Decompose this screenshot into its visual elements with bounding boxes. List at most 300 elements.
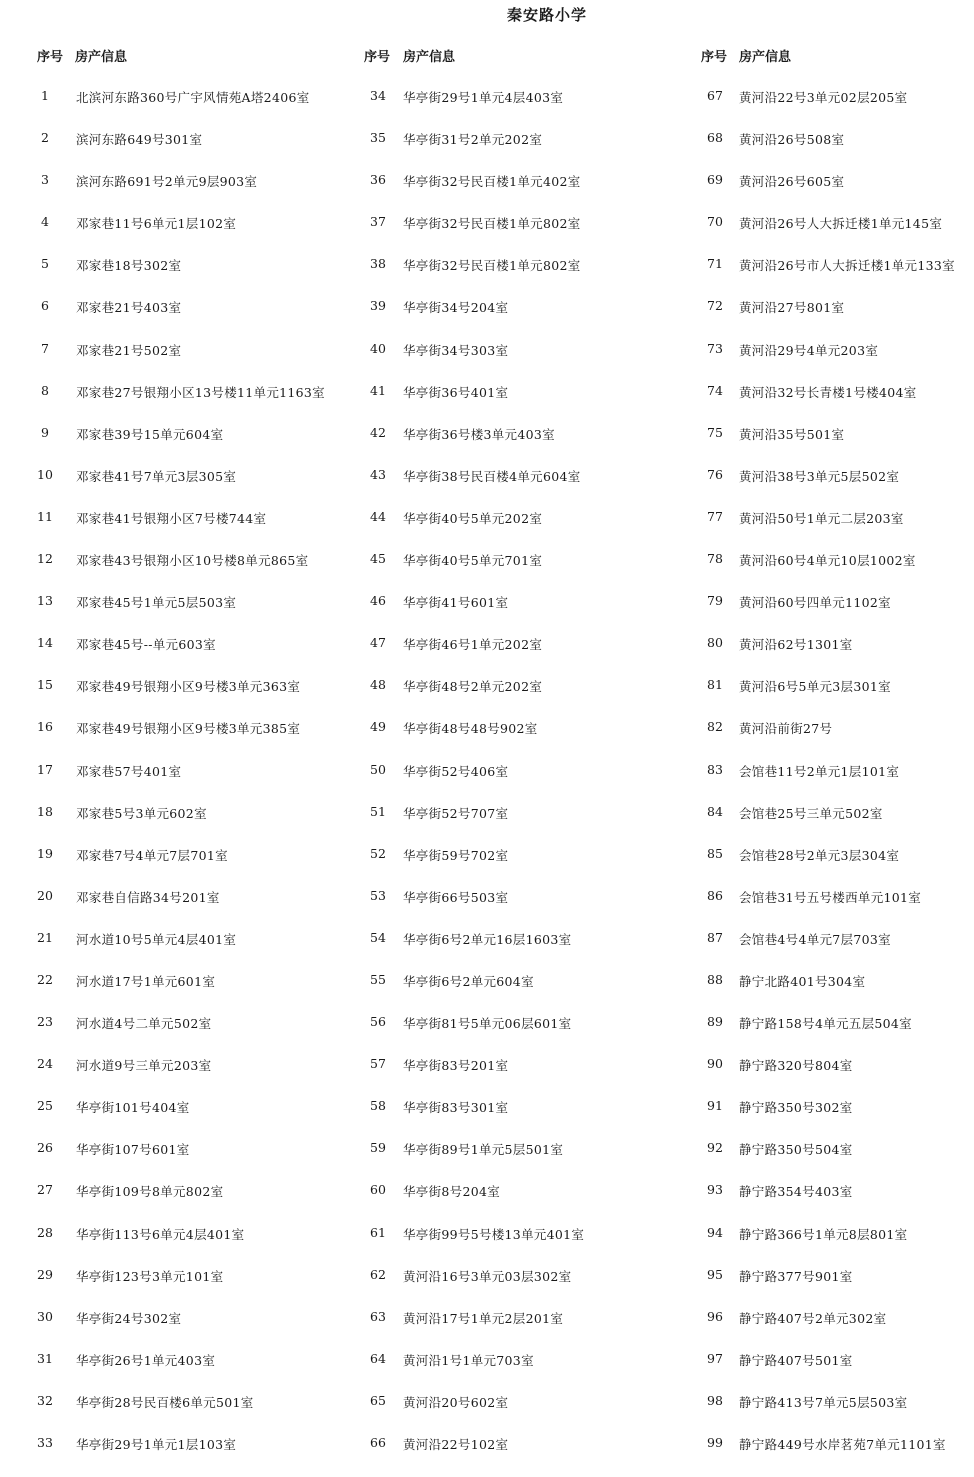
- header-serial-number: 序号: [364, 50, 391, 65]
- property-address: 会馆巷31号五号楼西单元101室: [739, 889, 922, 905]
- list-item: [0, 719, 350, 761]
- list-item: [345, 1351, 675, 1393]
- property-address: 邓家巷43号银翔小区10号楼8单元865室: [76, 553, 309, 569]
- list-item: [345, 1014, 675, 1056]
- list-item: [0, 551, 350, 593]
- list-item: [0, 930, 350, 972]
- list-item: [345, 1225, 675, 1267]
- property-address: 会馆巷4号4单元7层703室: [739, 931, 891, 947]
- list-item: [683, 1056, 974, 1098]
- serial-number: 83: [707, 761, 723, 777]
- serial-number: 98: [707, 1392, 723, 1408]
- serial-number: 52: [370, 845, 386, 861]
- property-address: 静宁路366号1单元8层801室: [739, 1226, 908, 1242]
- property-address: 邓家巷57号401室: [76, 763, 182, 779]
- property-address: 邓家巷5号3单元602室: [76, 805, 207, 821]
- property-address: 华亭街32号民百楼1单元802室: [403, 216, 581, 232]
- list-item: [683, 1393, 974, 1435]
- property-address: 黄河沿29号4单元203室: [739, 342, 879, 358]
- serial-number: 73: [707, 340, 723, 356]
- serial-number: 56: [370, 1014, 386, 1030]
- serial-number: 41: [370, 382, 386, 398]
- serial-number: 37: [370, 214, 386, 230]
- property-address: 邓家巷41号7单元3层305室: [76, 468, 237, 484]
- list-item: [345, 762, 675, 804]
- property-address: 静宁路320号804室: [739, 1058, 853, 1074]
- serial-number: 23: [37, 1014, 53, 1030]
- property-address: 黄河沿22号3单元02层205室: [739, 90, 908, 105]
- list-item: [345, 425, 675, 467]
- serial-number: 74: [707, 382, 723, 398]
- property-address: 黄河沿35号501室: [739, 426, 845, 442]
- property-address: 黄河沿1号1单元703室: [403, 1352, 534, 1368]
- list-item: [683, 1309, 974, 1351]
- property-address: 滨河东路691号2单元9层903室: [76, 174, 258, 190]
- serial-number: 18: [37, 803, 53, 819]
- property-address: 静宁路413号7单元5层503室: [739, 1394, 908, 1410]
- property-address: 华亭街31号2单元202室: [403, 132, 543, 148]
- serial-number: 90: [707, 1056, 723, 1072]
- list-item: [345, 1393, 675, 1435]
- serial-number: 12: [37, 551, 53, 567]
- list-item: [683, 509, 974, 551]
- property-address: 黄河沿26号市人大拆迁楼1单元133室: [739, 258, 955, 274]
- property-address: 黄河沿26号人大拆迁楼1单元145室: [739, 216, 943, 232]
- property-address: 华亭街66号503室: [403, 889, 509, 905]
- property-address: 华亭街101号404室: [76, 1100, 190, 1116]
- serial-number: 39: [370, 298, 386, 314]
- list-item: [345, 214, 675, 256]
- property-address: 华亭街26号1单元403室: [76, 1352, 216, 1368]
- serial-number: 24: [37, 1056, 53, 1072]
- serial-number: 95: [707, 1266, 723, 1282]
- serial-number: 76: [707, 466, 723, 482]
- property-address: 华亭街29号1单元1层103室: [76, 1437, 237, 1452]
- serial-number: 11: [37, 508, 53, 524]
- list-item: [683, 972, 974, 1014]
- list-item: [345, 719, 675, 761]
- list-item: [345, 593, 675, 635]
- list-item: [683, 1014, 974, 1056]
- list-item: [683, 341, 974, 383]
- list-item: [0, 256, 350, 298]
- property-address: 华亭街41号601室: [403, 595, 509, 611]
- serial-number: 86: [707, 887, 723, 903]
- property-address: 静宁路350号302室: [739, 1100, 853, 1116]
- serial-number: 42: [370, 424, 386, 440]
- list-item: [0, 467, 350, 509]
- property-address: 黄河沿50号1单元二层203室: [739, 510, 904, 526]
- property-address: 黄河沿32号长青楼1号楼404室: [739, 384, 917, 400]
- serial-number: 25: [37, 1098, 53, 1114]
- property-address: 华亭街52号707室: [403, 805, 509, 821]
- property-address: 邓家巷18号302室: [76, 258, 182, 274]
- property-address: 邓家巷49号银翔小区9号楼3单元363室: [76, 679, 301, 695]
- serial-number: 27: [37, 1182, 53, 1198]
- serial-number: 3: [41, 172, 49, 188]
- serial-number: 46: [370, 593, 386, 609]
- list-item: [345, 888, 675, 930]
- list-item: [683, 1435, 974, 1477]
- property-address: 华亭街46号1单元202室: [403, 637, 543, 653]
- serial-number: 58: [370, 1098, 386, 1114]
- serial-number: 65: [370, 1392, 386, 1408]
- serial-number: 72: [707, 298, 723, 314]
- list-item: [683, 762, 974, 804]
- list-item: [0, 1098, 350, 1140]
- serial-number: 31: [37, 1350, 53, 1366]
- list-item: [0, 383, 350, 425]
- list-item: [683, 214, 974, 256]
- property-address: 华亭街32号民百楼1单元402室: [403, 174, 581, 190]
- property-address: 黄河沿16号3单元03层302室: [403, 1268, 572, 1284]
- list-item: [345, 88, 675, 130]
- list-item: [345, 172, 675, 214]
- serial-number: 87: [707, 929, 723, 945]
- property-address: 黄河沿20号602室: [403, 1394, 509, 1410]
- serial-number: 70: [707, 214, 723, 230]
- property-address: 黄河沿27号801室: [739, 300, 845, 316]
- list-item: [0, 762, 350, 804]
- serial-number: 59: [370, 1140, 386, 1156]
- list-item: [345, 1267, 675, 1309]
- property-address: 华亭街38号民百楼4单元604室: [403, 468, 581, 484]
- property-address: 邓家巷45号--单元603室: [76, 637, 216, 653]
- list-item: [0, 972, 350, 1014]
- property-address: 华亭街52号406室: [403, 763, 509, 779]
- property-address: 华亭街123号3单元101室: [76, 1268, 224, 1284]
- serial-number: 38: [370, 256, 386, 272]
- serial-number: 50: [370, 761, 386, 777]
- serial-number: 7: [41, 340, 49, 356]
- property-address: 静宁路354号403室: [739, 1184, 853, 1200]
- list-item: [345, 1182, 675, 1224]
- list-item: [683, 298, 974, 340]
- serial-number: 68: [707, 130, 723, 146]
- list-item: [0, 1014, 350, 1056]
- property-address: 黄河沿60号四单元1102室: [739, 595, 891, 611]
- list-item: [345, 930, 675, 972]
- serial-number: 34: [370, 88, 386, 103]
- serial-number: 66: [370, 1435, 386, 1450]
- property-address: 黄河沿60号4单元10层1002室: [739, 553, 916, 569]
- serial-number: 92: [707, 1140, 723, 1156]
- property-address: 静宁路449号水岸茗苑7单元1101室: [739, 1437, 946, 1452]
- list-item: [0, 1435, 350, 1477]
- property-address: 华亭街107号601室: [76, 1142, 190, 1158]
- list-item: [683, 256, 974, 298]
- serial-number: 67: [707, 88, 723, 103]
- property-address: 华亭街36号楼3单元403室: [403, 426, 555, 442]
- list-item: [0, 635, 350, 677]
- list-item: [0, 509, 350, 551]
- serial-number: 20: [37, 887, 53, 903]
- list-item: [0, 172, 350, 214]
- serial-number: 64: [370, 1350, 386, 1366]
- list-item: [683, 1225, 974, 1267]
- serial-number: 4: [41, 214, 49, 230]
- serial-number: 1: [41, 88, 49, 103]
- header-serial-number: 序号: [701, 50, 728, 65]
- property-address: 邓家巷39号15单元604室: [76, 426, 224, 442]
- list-item: [683, 1140, 974, 1182]
- list-item: [0, 1182, 350, 1224]
- list-item: [345, 551, 675, 593]
- serial-number: 77: [707, 508, 723, 524]
- list-item: [345, 1140, 675, 1182]
- property-address: 华亭街36号401室: [403, 384, 509, 400]
- serial-number: 80: [707, 635, 723, 651]
- list-item: [0, 1351, 350, 1393]
- serial-number: 16: [37, 719, 53, 735]
- property-address: 静宁路407号2单元302室: [739, 1310, 887, 1326]
- serial-number: 29: [37, 1266, 53, 1282]
- property-address: 黄河沿17号1单元2层201室: [403, 1310, 564, 1326]
- property-address: 滨河东路649号301室: [76, 132, 203, 148]
- list-item: [0, 804, 350, 846]
- header-property-info: 房产信息: [75, 50, 128, 65]
- property-address: 北滨河东路360号广宇风情苑A塔2406室: [76, 90, 310, 105]
- list-item: [0, 1140, 350, 1182]
- serial-number: 28: [37, 1224, 53, 1240]
- property-address: 华亭街29号1单元4层403室: [403, 90, 564, 105]
- list-item: [683, 425, 974, 467]
- list-item: [345, 972, 675, 1014]
- header-serial-number: 序号: [37, 50, 64, 65]
- property-address: 华亭街32号民百楼1单元802室: [403, 258, 581, 274]
- rows-container: [345, 88, 675, 1477]
- property-address: 邓家巷41号银翔小区7号楼744室: [76, 510, 267, 526]
- rows-container: [0, 88, 350, 1477]
- list-item: [683, 635, 974, 677]
- list-item: [0, 1056, 350, 1098]
- property-address: 邓家巷自信路34号201室: [76, 889, 220, 905]
- property-address: 华亭街8号204室: [403, 1184, 501, 1200]
- property-address: 华亭街6号2单元604室: [403, 973, 534, 989]
- list-item: [683, 130, 974, 172]
- list-item: [345, 341, 675, 383]
- property-address: 华亭街40号5单元701室: [403, 553, 543, 569]
- list-item: [345, 677, 675, 719]
- property-address: 邓家巷7号4单元7层701室: [76, 847, 228, 863]
- list-item: [345, 804, 675, 846]
- list-item: [0, 1309, 350, 1351]
- serial-number: 13: [37, 593, 53, 609]
- list-item: [683, 846, 974, 888]
- serial-number: 35: [370, 130, 386, 146]
- list-item: [683, 467, 974, 509]
- serial-number: 22: [37, 971, 53, 987]
- property-address: 华亭街89号1单元5层501室: [403, 1142, 564, 1158]
- property-address: 华亭街83号201室: [403, 1058, 509, 1074]
- list-item: [683, 383, 974, 425]
- serial-number: 2: [41, 130, 49, 146]
- list-item: [0, 1393, 350, 1435]
- list-item: [0, 298, 350, 340]
- list-item: [345, 509, 675, 551]
- serial-number: 63: [370, 1308, 386, 1324]
- serial-number: 47: [370, 635, 386, 651]
- serial-number: 14: [37, 635, 53, 651]
- list-item: [0, 1225, 350, 1267]
- property-address: 静宁北路401号304室: [739, 973, 866, 989]
- property-address: 华亭街81号5单元06层601室: [403, 1016, 572, 1032]
- serial-number: 91: [707, 1098, 723, 1114]
- property-address: 华亭街34号204室: [403, 300, 509, 316]
- serial-number: 88: [707, 971, 723, 987]
- property-address: 华亭街24号302室: [76, 1310, 182, 1326]
- property-address: 华亭街83号301室: [403, 1100, 509, 1116]
- list-item: [0, 341, 350, 383]
- serial-number: 99: [707, 1435, 723, 1450]
- list-item: [683, 172, 974, 214]
- serial-number: 69: [707, 172, 723, 188]
- serial-number: 36: [370, 172, 386, 188]
- serial-number: 97: [707, 1350, 723, 1366]
- serial-number: 26: [37, 1140, 53, 1156]
- serial-number: 62: [370, 1266, 386, 1282]
- property-address: 华亭街28号民百楼6单元501室: [76, 1394, 254, 1410]
- list-item: [345, 635, 675, 677]
- property-address: 静宁路377号901室: [739, 1268, 853, 1284]
- property-address: 会馆巷11号2单元1层101室: [739, 763, 900, 779]
- serial-number: 94: [707, 1224, 723, 1240]
- list-item: [683, 804, 974, 846]
- serial-number: 57: [370, 1056, 386, 1072]
- serial-number: 6: [41, 298, 49, 314]
- property-address: 黄河沿22号102室: [403, 1437, 509, 1452]
- serial-number: 9: [41, 424, 49, 440]
- property-address: 华亭街40号5单元202室: [403, 510, 543, 526]
- list-item: [683, 719, 974, 761]
- serial-number: 43: [370, 466, 386, 482]
- serial-number: 32: [37, 1392, 53, 1408]
- list-item: [345, 383, 675, 425]
- property-address: 河水道4号二单元502室: [76, 1016, 212, 1032]
- serial-number: 71: [707, 256, 723, 272]
- property-address: 会馆巷28号2单元3层304室: [739, 847, 900, 863]
- serial-number: 93: [707, 1182, 723, 1198]
- property-address: 黄河沿6号5单元3层301室: [739, 679, 891, 695]
- property-address: 静宁路407号501室: [739, 1352, 853, 1368]
- property-address: 邓家巷45号1单元5层503室: [76, 595, 237, 611]
- list-item: [0, 88, 350, 130]
- serial-number: 40: [370, 340, 386, 356]
- serial-number: 75: [707, 424, 723, 440]
- serial-number: 51: [370, 803, 386, 819]
- serial-number: 48: [370, 677, 386, 693]
- serial-number: 21: [37, 929, 53, 945]
- serial-number: 44: [370, 508, 386, 524]
- property-address: 河水道17号1单元601室: [76, 973, 216, 989]
- property-address: 华亭街109号8单元802室: [76, 1184, 224, 1200]
- property-address: 黄河沿62号1301室: [739, 637, 853, 653]
- property-address: 华亭街48号48号902室: [403, 721, 538, 737]
- serial-number: 54: [370, 929, 386, 945]
- list-item: [683, 1182, 974, 1224]
- property-address: 黄河沿26号605室: [739, 174, 845, 190]
- list-item: [345, 130, 675, 172]
- property-address: 黄河沿26号508室: [739, 132, 845, 148]
- serial-number: 78: [707, 551, 723, 567]
- header-property-info: 房产信息: [403, 50, 456, 65]
- serial-number: 89: [707, 1014, 723, 1030]
- serial-number: 5: [41, 256, 49, 272]
- serial-number: 19: [37, 845, 53, 861]
- list-item: [683, 88, 974, 130]
- property-address: 邓家巷27号银翔小区13号楼11单元1163室: [76, 384, 325, 400]
- property-address: 邓家巷49号银翔小区9号楼3单元385室: [76, 721, 301, 737]
- header-property-info: 房产信息: [739, 50, 792, 65]
- list-item: [683, 677, 974, 719]
- list-item: [683, 930, 974, 972]
- list-item: [683, 1098, 974, 1140]
- serial-number: 15: [37, 677, 53, 693]
- serial-number: 8: [41, 382, 49, 398]
- list-item: [0, 677, 350, 719]
- property-address: 静宁路350号504室: [739, 1142, 853, 1158]
- property-address: 会馆巷25号三单元502室: [739, 805, 883, 821]
- property-address: 邓家巷21号403室: [76, 300, 182, 316]
- property-address: 华亭街48号2单元202室: [403, 679, 543, 695]
- property-address: 黄河沿前街27号: [739, 721, 833, 737]
- serial-number: 53: [370, 887, 386, 903]
- list-item: [683, 888, 974, 930]
- property-address: 河水道10号5单元4层401室: [76, 931, 237, 947]
- rows-container: [683, 88, 974, 1477]
- list-item: [0, 846, 350, 888]
- serial-number: 96: [707, 1308, 723, 1324]
- list-item: [345, 1056, 675, 1098]
- serial-number: 60: [370, 1182, 386, 1198]
- serial-number: 10: [37, 466, 53, 482]
- property-address: 华亭街113号6单元4层401室: [76, 1226, 245, 1242]
- serial-number: 17: [37, 761, 53, 777]
- list-item: [345, 1098, 675, 1140]
- serial-number: 79: [707, 593, 723, 609]
- serial-number: 81: [707, 677, 723, 693]
- serial-number: 82: [707, 719, 723, 735]
- page-title: 秦安路小学: [506, 6, 587, 24]
- property-address: 华亭街34号303室: [403, 342, 509, 358]
- property-address: 华亭街6号2单元16层1603室: [403, 931, 572, 947]
- list-item: [683, 1267, 974, 1309]
- property-address: 邓家巷21号502室: [76, 342, 182, 358]
- property-address: 河水道9号三单元203室: [76, 1058, 212, 1074]
- list-item: [0, 593, 350, 635]
- serial-number: 49: [370, 719, 386, 735]
- serial-number: 84: [707, 803, 723, 819]
- list-item: [683, 593, 974, 635]
- list-item: [345, 256, 675, 298]
- serial-number: 85: [707, 845, 723, 861]
- property-address: 黄河沿38号3单元5层502室: [739, 468, 900, 484]
- serial-number: 30: [37, 1308, 53, 1324]
- serial-number: 55: [370, 971, 386, 987]
- list-item: [683, 1351, 974, 1393]
- serial-number: 61: [370, 1224, 386, 1240]
- property-address: 邓家巷11号6单元1层102室: [76, 216, 237, 232]
- list-item: [0, 214, 350, 256]
- list-item: [345, 1309, 675, 1351]
- property-address: 华亭街99号5号楼13单元401室: [403, 1226, 585, 1242]
- list-item: [0, 888, 350, 930]
- list-item: [0, 425, 350, 467]
- serial-number: 33: [37, 1435, 53, 1450]
- list-item: [345, 1435, 675, 1477]
- serial-number: 45: [370, 551, 386, 567]
- list-item: [0, 1267, 350, 1309]
